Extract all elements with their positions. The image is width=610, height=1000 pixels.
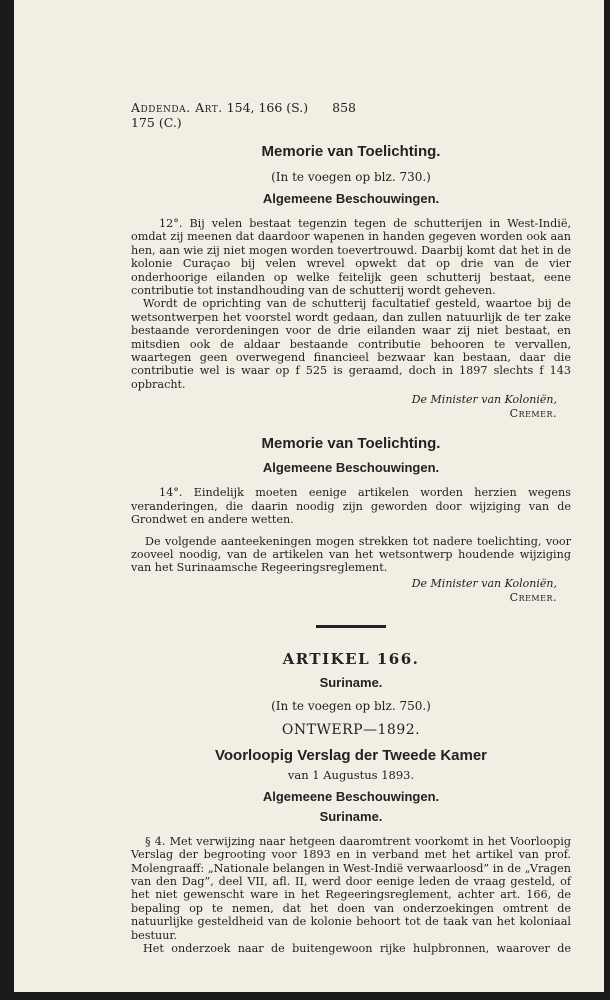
section2-paragraph-1: 14°. Eindelijk moeten eenige artikelen worden herzien wegens veranderingen, die daarin noodig zijn geworden door wijziging van de Grondwet en andere wetten. <box>131 486 571 527</box>
section3-subsubtitle: Suriname. <box>319 808 383 824</box>
signature-name: Cremer. <box>509 590 557 604</box>
report-title: Voorloopig Verslag der Tweede Kamer <box>214 746 488 764</box>
page-number: 858 <box>332 100 356 115</box>
section1-title: Memorie van Toelichting. <box>261 143 441 160</box>
running-header <box>131 100 571 115</box>
section2-subtitle: Algemeene Beschouwingen. <box>262 460 440 476</box>
signature-name: Cremer. <box>509 407 557 421</box>
page <box>14 0 604 992</box>
section3-note: (In te voegen op blz. 750.) <box>271 698 431 713</box>
signature-role: De Minister van Koloniën, <box>411 576 557 590</box>
header-articles: 154, 166 (S.) <box>226 100 309 115</box>
header-label: Addenda. Art. <box>131 100 223 115</box>
page-content <box>131 100 571 955</box>
report-date: van 1 Augustus 1893. <box>287 767 415 782</box>
running-header-second-line: 175 (C.) <box>131 115 182 130</box>
section1-note: (In te voegen op blz. 730.) <box>271 170 431 184</box>
section3-paragraph-1: § 4. Met verwijzing naar hetgeen daaromtrent voorkomt in het Voorloopig Verslag der begrooting voor 1893 en in verband met het artikel van prof. Molengraaff: „Nationale belangen in West-Indië verwaarloosd” in de „Vragen van den Dag”, deel VII, afl. II, werd door eenige leden de vraag gesteld, of het niet gewenscht ware in het Regeeringsreglement, achter art. 166, de bepaling op te nemen, dat het doen van onderzoekingen omtrent de natuurlijke gesteldheid van de kolonie behoort tot de taak van het koloniaal bestuur. <box>131 834 571 942</box>
section1-paragraph-2: Wordt de oprichting van de schutterij facultatief gesteld, waartoe bij de wetsontwerpen het voorstel wordt gedaan, dan zullen natuurlijk de ter zake bestaande verordeningen voor de drie eilanden waar zij niet bestaat, en mitsdien ook de aldaar bestaande contributie behooren te vervallen, waartegen geen overwegend financieel bezwaar kan bestaan, daar die contributie wel is waar op f 525 is geraamd, doch in 1897 slechts f 143 opbracht. <box>131 297 571 391</box>
section2-signature <box>131 577 571 605</box>
artikel-heading: ARTIKEL 166. <box>282 649 420 668</box>
section1-signature <box>131 393 571 421</box>
section1-subtitle: Algemeene Beschouwingen. <box>262 191 440 206</box>
section2-paragraph-2: De volgende aanteekeningen mogen strekken tot nadere toelichting, voor zooveel noodig, van de artikelen van het wetsontwerp houdende wijziging van het Surinaamsche Regeeringsreglement. <box>131 534 571 575</box>
signature-role: De Minister van Koloniën, <box>411 393 557 407</box>
ontwerp-heading: ONTWERP—1892. <box>281 721 421 738</box>
section-divider <box>316 625 386 628</box>
section1-paragraph-1: 12°. Bij velen bestaat tegenzin tegen de schutterijen in West-Indië, omdat zij meenen dat daardoor wapenen in handen gegeven worden ook aan hen, aan wie zij niet mogen worden toevertrouwd. Daarbij komt dat het in de kolonie Curaçao bij velen wrevel opwekt dat op drie van de vier onderhoorige eilanden op welke feitelijk geen schutterij bestaat, eene contributie tot instandhouding van de schutterij wordt geheven. <box>131 217 571 298</box>
section3-country: Suriname. <box>319 674 383 690</box>
section2-title: Memorie van Toelichting. <box>261 435 441 453</box>
section3-subtitle: Algemeene Beschouwingen. <box>262 788 440 804</box>
section3-paragraph-2: Het onderzoek naar de buitengewoon rijke hulpbronnen, waarover de <box>143 941 571 955</box>
